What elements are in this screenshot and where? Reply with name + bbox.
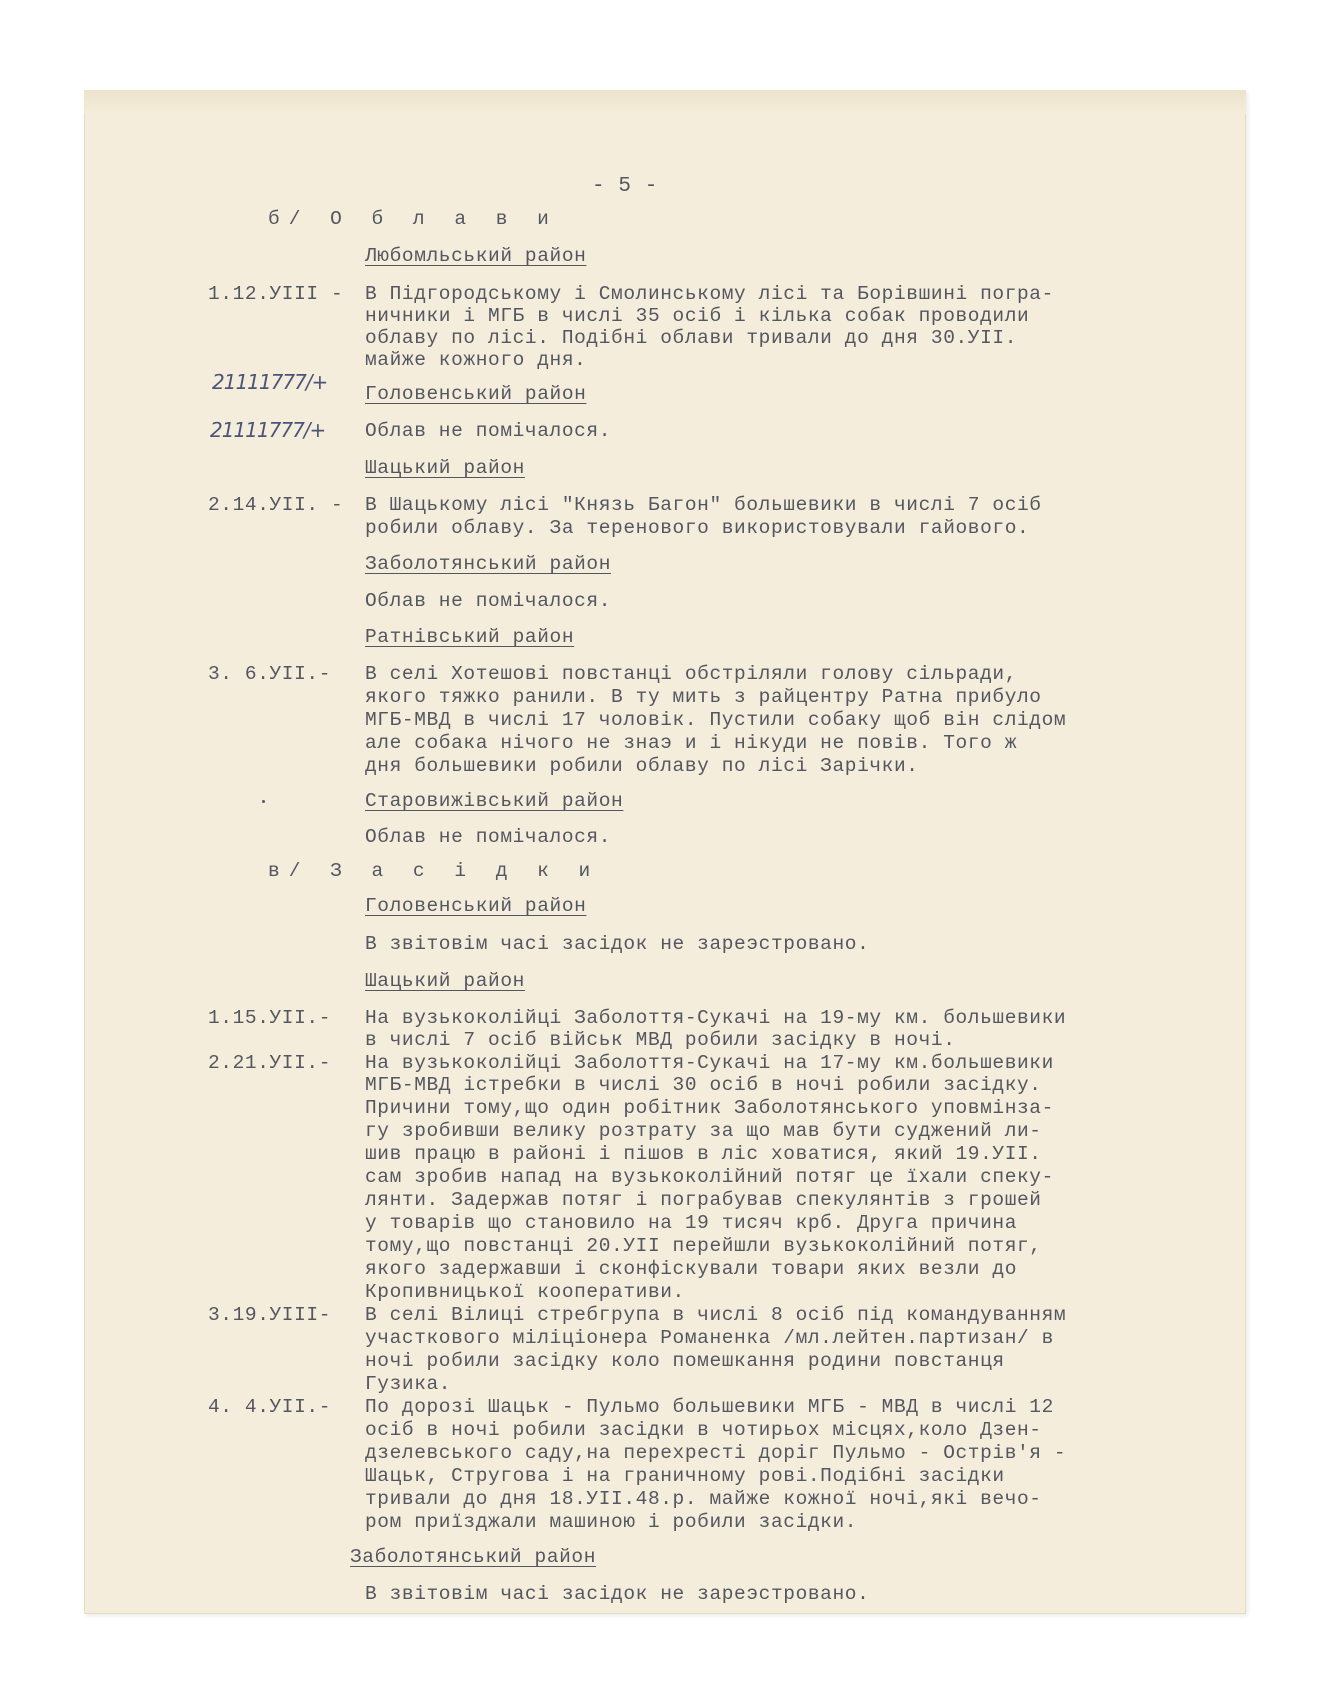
entry-text-line: В Шацькому лісі "Князь Багон" большевики в числі 7 осіб	[365, 494, 1042, 516]
entry-text-line: в числі 7 осіб військ МВД робили засідку в ночі.	[365, 1029, 956, 1051]
entry-text-line: але собака нічого не знаэ и і нікуди не повів. Того ж	[365, 732, 1018, 754]
entry-date: 2.21.УII.-	[208, 1052, 332, 1074]
entry-text-line: тому,що повстанці 20.УII перейшли вузькоколійний потяг,	[365, 1235, 1042, 1257]
entry-date: 3.19.УIII-	[208, 1304, 332, 1326]
entry-text-line: лянти. Задержав потяг і пограбував спекулянтів з грошей	[365, 1189, 1042, 1211]
entry-text-line: В селі Хотешові повстанці обстріляли голову сільради,	[365, 663, 1018, 685]
entry-text-line: В звітовім часі засідок не зареэстровано.	[365, 933, 870, 955]
entry-date: 3. 6.УII.-	[208, 663, 332, 685]
entry-text-line: На вузькоколійці Заболоття-Сукачі на 17-му км.большевики	[365, 1052, 1054, 1074]
section-heading-zasidky: в/ З а с і д к и	[268, 860, 600, 882]
district-heading-shatsk: Шацький район	[365, 457, 525, 479]
entry-text-line: у товарів що становило на 19 тисяч крб. Друга причина	[365, 1212, 1018, 1234]
entry-text-line: В селі Вілиці стребгрупа в числі 8 осіб під командуванням	[365, 1304, 1067, 1326]
entry-text-line: осіб в ночі робили засідки в чотирьох місцях,коло Дзен-	[365, 1419, 1042, 1441]
section-heading-oblavy: б/ О б л а в и	[268, 208, 558, 230]
entry-text-line: Причини тому,що один робітник Заболотянського уповмінза-	[365, 1097, 1054, 1119]
district-heading-holoby: Головенський район	[365, 383, 587, 405]
entry-text-line: МГБ-МВД в числі 17 чоловік. Пустили собаку щоб він слідом	[365, 709, 1067, 731]
entry-date: 4. 4.УII.-	[208, 1396, 332, 1418]
entry-text-line: якого задержавши і сконфіскували товари яких везли до	[365, 1258, 1018, 1280]
entry-text-line: дзелевського саду,на перехресті доріг Пульмо - Острів'я -	[365, 1442, 1067, 1464]
entry-date: 2.14.УII. -	[208, 494, 344, 516]
entry-text-line: Гузика.	[365, 1373, 452, 1395]
entry-text-line: Облав не помічалося.	[365, 826, 612, 848]
handwritten-margin-mark: 21111777/+	[210, 418, 326, 442]
entry-text-line: сам зробив напад на вузькоколійний потяг це їхали спеку-	[365, 1166, 1054, 1188]
entry-text-line: Облав не помічалося.	[365, 590, 612, 612]
entry-text-line: шив працю в районі і пішов в ліс ховатися, який 19.УII.	[365, 1143, 1042, 1165]
district-heading-starovyzhiv: Старовижівський район	[365, 790, 624, 812]
entry-text-line: тривали до дня 18.УII.48.р. майже кожної ночі,які вечо-	[365, 1488, 1042, 1510]
district-heading-ratne: Ратнівський район	[365, 626, 575, 648]
entry-text-line: ночі робили засідку коло помешкання родини повстанця	[365, 1350, 1005, 1372]
entry-text-line: Кропивницької кооперативи.	[365, 1281, 685, 1303]
entry-text-line: Шацьк, Стругова і на граничному рові.Подібні засідки	[365, 1465, 1005, 1487]
handwritten-margin-mark: 21111777/+	[212, 370, 328, 394]
district-heading-zabolottia: Заболотянський район	[350, 1546, 597, 1568]
entry-text-line: В звітовім часі засідок не зареэстровано.	[365, 1583, 870, 1605]
entry-text-line: В Підгородському і Смолинському лісі та Борівшині погра-	[365, 283, 1054, 305]
entry-text-line: участкового міліціонера Романенка /мл.лейтен.партизан/ в	[365, 1327, 1054, 1349]
entry-text-line: Облав не помічалося.	[365, 420, 612, 442]
ink-speck	[262, 800, 265, 803]
entry-text-line: якого тяжко ранили. В ту мить з райцентру Ратна прибуло	[365, 686, 1042, 708]
entry-text-line: По дорозі Шацьк - Пульмо большевики МГБ - МВД в числі 12	[365, 1396, 1054, 1418]
district-heading-holoby: Головенський район	[365, 895, 587, 917]
district-heading-lubomil: Любомльський район	[365, 245, 587, 267]
entry-date: 1.15.УII.-	[208, 1007, 332, 1029]
page-number: - 5 -	[592, 175, 659, 198]
entry-date: 1.12.УIII -	[208, 283, 344, 305]
entry-text-line: дня большевики робили облаву по лісі Зарічки.	[365, 755, 919, 777]
entry-text-line: гу зробивши велику розтрату за що мав бути суджений ли-	[365, 1120, 1042, 1142]
entry-text-line: робили облаву. За теренового використовували гайового.	[365, 517, 1030, 539]
entry-text-line: На вузькоколійці Заболоття-Сукачі на 19-му км. большевики	[365, 1007, 1067, 1029]
entry-text-line: ром приїзджали машиною і робили засідки.	[365, 1511, 858, 1533]
entry-text-line: МГБ-МВД істребки в числі 30 осіб в ночі робили засідку.	[365, 1074, 1042, 1096]
entry-text-line: майже кожного дня.	[365, 349, 587, 371]
district-heading-zabolottia: Заболотянський район	[365, 553, 612, 575]
entry-text-line: ничники і МГБ в числі 35 осіб і кілька собак проводили	[365, 305, 1030, 327]
entry-text-line: облаву по лісі. Подібні облави тривали до дня 30.УII.	[365, 327, 1018, 349]
district-heading-shatsk: Шацький район	[365, 970, 525, 992]
